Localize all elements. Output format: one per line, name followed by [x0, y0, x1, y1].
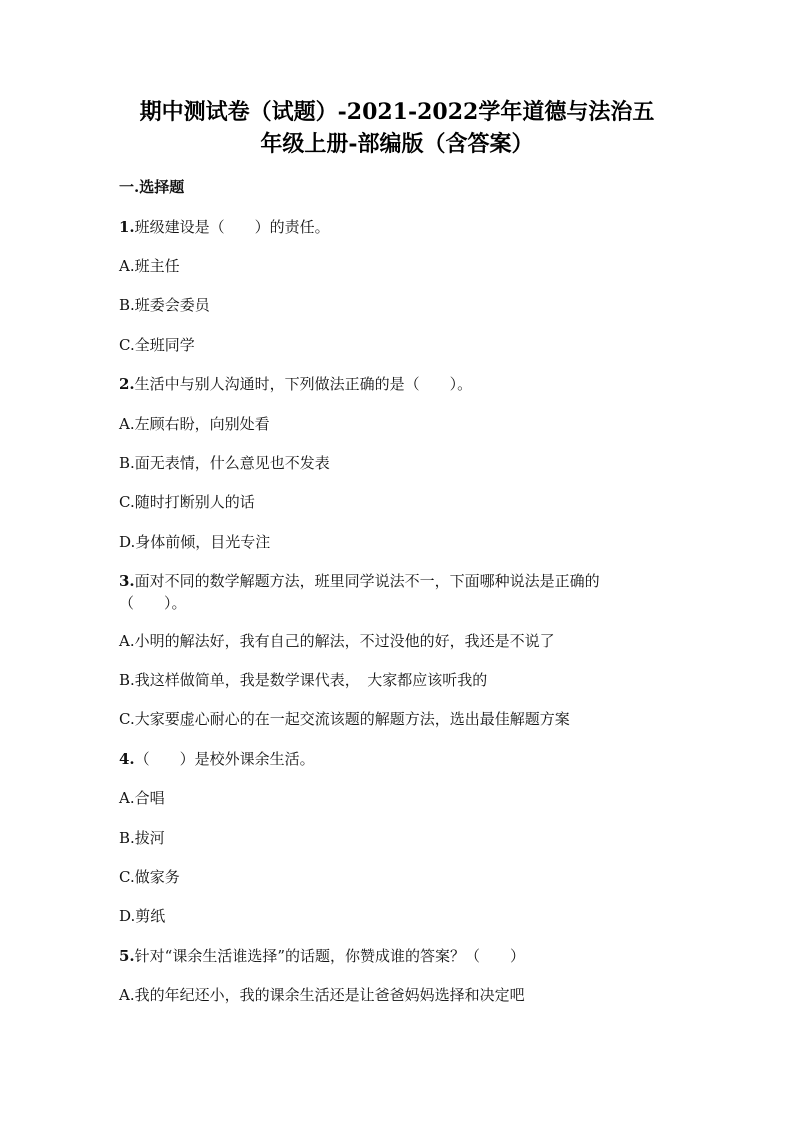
question-4-option-c: C.做家务: [119, 868, 180, 886]
question-number: 3.: [119, 572, 135, 590]
question-2-option-a: A.左顾右盼，向别处看: [119, 415, 270, 433]
question-5: [119, 945, 525, 967]
question-4-option-a: A.合唱: [119, 789, 165, 807]
question-1: [119, 216, 330, 238]
document-title-line-1: 期中测试卷（试题）-2021-2022学年道德与法治五: [139, 99, 655, 125]
document-title-line-2: 年级上册-部编版（含答案）: [260, 131, 534, 157]
question-number: 2.: [119, 375, 135, 393]
question-text: 班级建设是（ ）的责任。: [134, 218, 330, 236]
section-heading: 一.选择题: [119, 178, 185, 196]
question-text: （ ）是校外课余生活。: [134, 750, 315, 768]
question-text: 面对不同的数学解题方法，班里同学说法不一，下面哪种说法是正确的: [134, 572, 600, 590]
question-2-option-c: C.随时打断别人的话: [119, 493, 255, 511]
question-5-option-a: A.我的年纪还小，我的课余生活还是让爸爸妈妈选择和决定吧: [119, 986, 525, 1004]
question-3-option-c: C.大家要虚心耐心的在一起交流该题的解题方法，选出最佳解题方案: [119, 710, 570, 728]
question-1-option-b: B.班委会委员: [119, 296, 210, 314]
question-text: 生活中与别人沟通时，下列做法正确的是（ ）。: [134, 375, 473, 393]
question-4: [119, 748, 315, 770]
question-4-option-d: D.剪纸: [119, 907, 166, 925]
question-number: 1.: [119, 218, 135, 236]
question-2: [119, 373, 472, 395]
question-text: 针对“课余生活谁选择”的话题，你赞成谁的答案？（ ）: [134, 947, 526, 965]
question-3-continuation: （ ）。: [119, 594, 187, 612]
question-4-option-b: B.拔河: [119, 829, 165, 847]
question-1-option-c: C.全班同学: [119, 336, 195, 354]
question-number: 4.: [119, 750, 135, 768]
question-2-option-d: D.身体前倾，目光专注: [119, 533, 271, 551]
question-number: 5.: [119, 947, 135, 965]
question-3-option-a: A.小明的解法好，我有自己的解法，不过没他的好，我还是不说了: [119, 632, 555, 650]
question-3: [119, 570, 600, 592]
question-3-option-b: B.我这样做简单，我是数学课代表， 大家都应该听我的: [119, 671, 488, 689]
question-1-option-a: A.班主任: [119, 257, 180, 275]
question-2-option-b: B.面无表情，什么意见也不发表: [119, 454, 330, 472]
